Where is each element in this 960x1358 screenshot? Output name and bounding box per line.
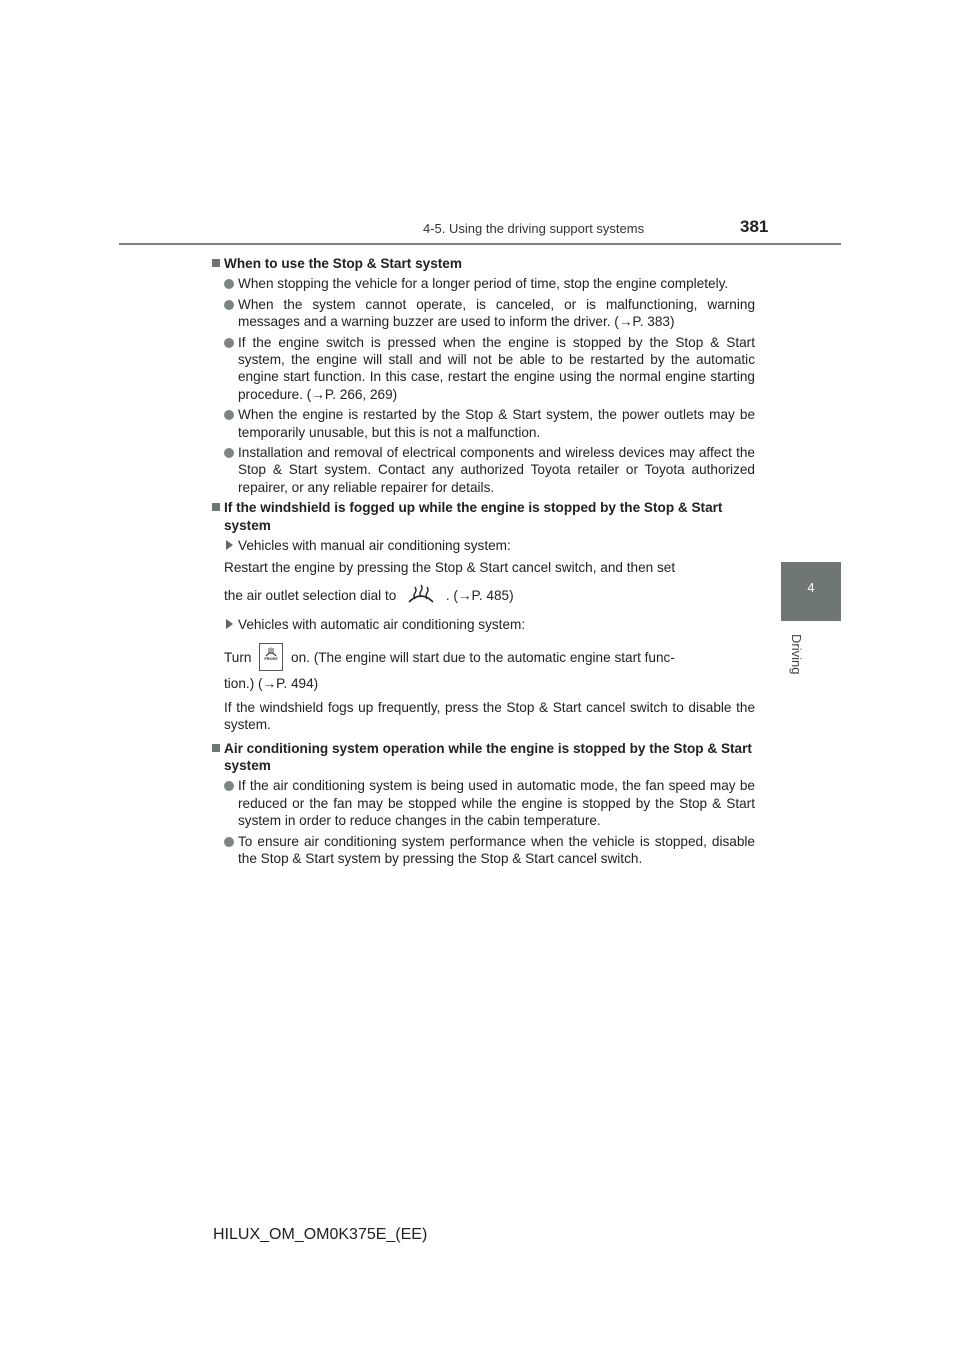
page-content <box>210 255 755 870</box>
front-defroster-button-icon <box>259 643 283 671</box>
list-item: When stopping the vehicle for a longer period of time, stop the engine completely. <box>210 275 755 292</box>
section-heading-2: If the windshield is fogged up while the engine is stopped by the Stop & Start system <box>210 499 755 534</box>
list-item: If the air conditioning system is being used in automatic mode, the fan speed may be reduced or the fan may be stopped while the engine is stopped by the Stop & Start system in order to reduce changes in the cabin temperature. <box>210 777 755 829</box>
circle-bullet-icon <box>224 448 234 458</box>
chapter-label: Driving <box>789 634 804 675</box>
chapter-label-wrap <box>777 634 817 684</box>
document-code: HILUX_OM_OM0K375E_(EE) <box>213 1226 428 1243</box>
triangle-arrow-icon <box>226 619 233 629</box>
auto-ac-line: Turn FRONT on. (The engine will start due to the automatic engine start func- <box>210 643 755 671</box>
circle-bullet-icon <box>224 338 234 348</box>
section-heading-1: When to use the Stop & Start system <box>210 255 755 272</box>
auto-ac-text: tion.) (→P. 494) <box>224 676 319 692</box>
list-item: If the engine switch is pressed when the engine is stopped by the Stop & Start system, the engine will stall and will not be able to be restarted by the automatic engine start function. In this case, restart the engine using the normal engine starting procedure. (→P. 266, 269) <box>210 334 755 404</box>
defroster-icon <box>406 584 436 606</box>
list-item: To ensure air conditioning system performance when the vehicle is stopped, disable the Stop & Start system by pressing the Stop & Start cancel switch. <box>210 833 755 868</box>
circle-bullet-icon <box>224 300 234 310</box>
triangle-arrow-icon <box>226 540 233 550</box>
list-item: Installation and removal of electrical components and wireless devices may affect the Stop & Start system. Contact any authorized Toyota retailer or Toyota authorized repairer, or any reliable repairer for details. <box>210 444 755 496</box>
fog-note: If the windshield fogs up frequently, press the Stop & Start cancel switch to disable the system. <box>224 699 755 733</box>
list-item: When the engine is restarted by the Stop & Start system, the power outlets may be temporarily unusable, but this is not a malfunction. <box>210 406 755 441</box>
page-number: 381 <box>740 217 769 236</box>
manual-ac-label: Vehicles with manual air conditioning system: <box>210 537 755 554</box>
section-title: 4-5. Using the driving support systems <box>423 221 645 236</box>
chapter-tab <box>781 562 841 621</box>
circle-bullet-icon <box>224 279 234 289</box>
auto-ac-label: Vehicles with automatic air conditioning system: <box>210 616 755 633</box>
manual-ac-text: Restart the engine by pressing the Stop & Start cancel switch, and then set <box>224 559 676 575</box>
list-item: When the system cannot operate, is canceled, or is malfunctioning, warning messages and a warning buzzer are used to inform the driver. (→P. 383) <box>210 296 755 331</box>
front-label: FRONT <box>264 655 279 661</box>
circle-bullet-icon <box>224 781 234 791</box>
circle-bullet-icon <box>224 837 234 847</box>
chapter-number: 4 <box>807 580 815 595</box>
header-divider <box>119 243 841 245</box>
manual-ac-dial-line: the air outlet selection dial to . (→P. 485) <box>210 584 755 606</box>
circle-bullet-icon <box>224 410 234 420</box>
section-heading-3: Air conditioning system operation while the engine is stopped by the Stop & Start system <box>210 740 755 775</box>
